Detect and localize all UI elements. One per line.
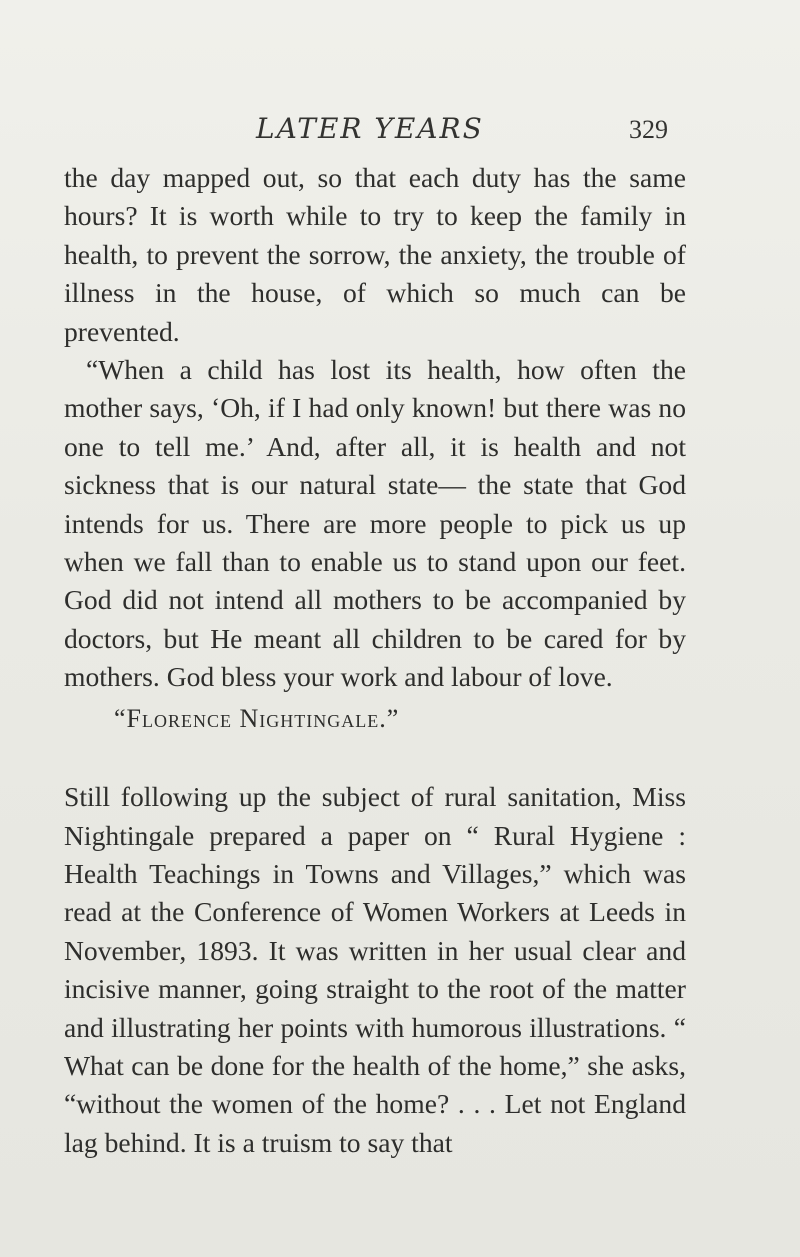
letter-signature: “Florence Nightingale.” <box>114 703 400 733</box>
paragraph-letter-quote: “When a child has lost its health, how often the mother says, ‘Oh, if I had only known! but there was no one to tell me.’ And, after all, it is health and not sickness that is our natural state— the state that God intends for us. There are more people to pick us up when we fall than to enable us to stand upon our feet. God did not intend all mothers to be accompanied by doctors, but He meant all children to be cared for by mothers. God bless your work and labour of love. <box>64 354 686 693</box>
page-number: 329 <box>629 115 668 144</box>
running-title: LATER YEARS <box>256 112 484 145</box>
running-header <box>0 112 800 152</box>
paragraph-spacer <box>64 738 686 778</box>
paragraph-continuation: the day mapped out, so that each duty has the same hours? It is worth while to try to keep the family in health, to prevent the sorrow, the anxiety, the trouble of illness in the house, of which so much can be prevented. <box>64 162 686 347</box>
body-text <box>64 159 686 1162</box>
paragraph-rural-hygiene: Still following up the subject of rural sanitation, Miss Nightingale prepared a paper on “ Rural Hygiene : Health Teachings in Towns and Villages,” which was read at the Conference of Women Workers at Leeds in November, 1893. It was written in her usual clear and incisive manner, going straight to the root of the matter and illustrating her points with humorous illustrations. “ What can be done for the health of the home,” she asks, “without the women of the home? . . . Let not England lag behind. It is a truism to say that <box>64 781 686 1158</box>
